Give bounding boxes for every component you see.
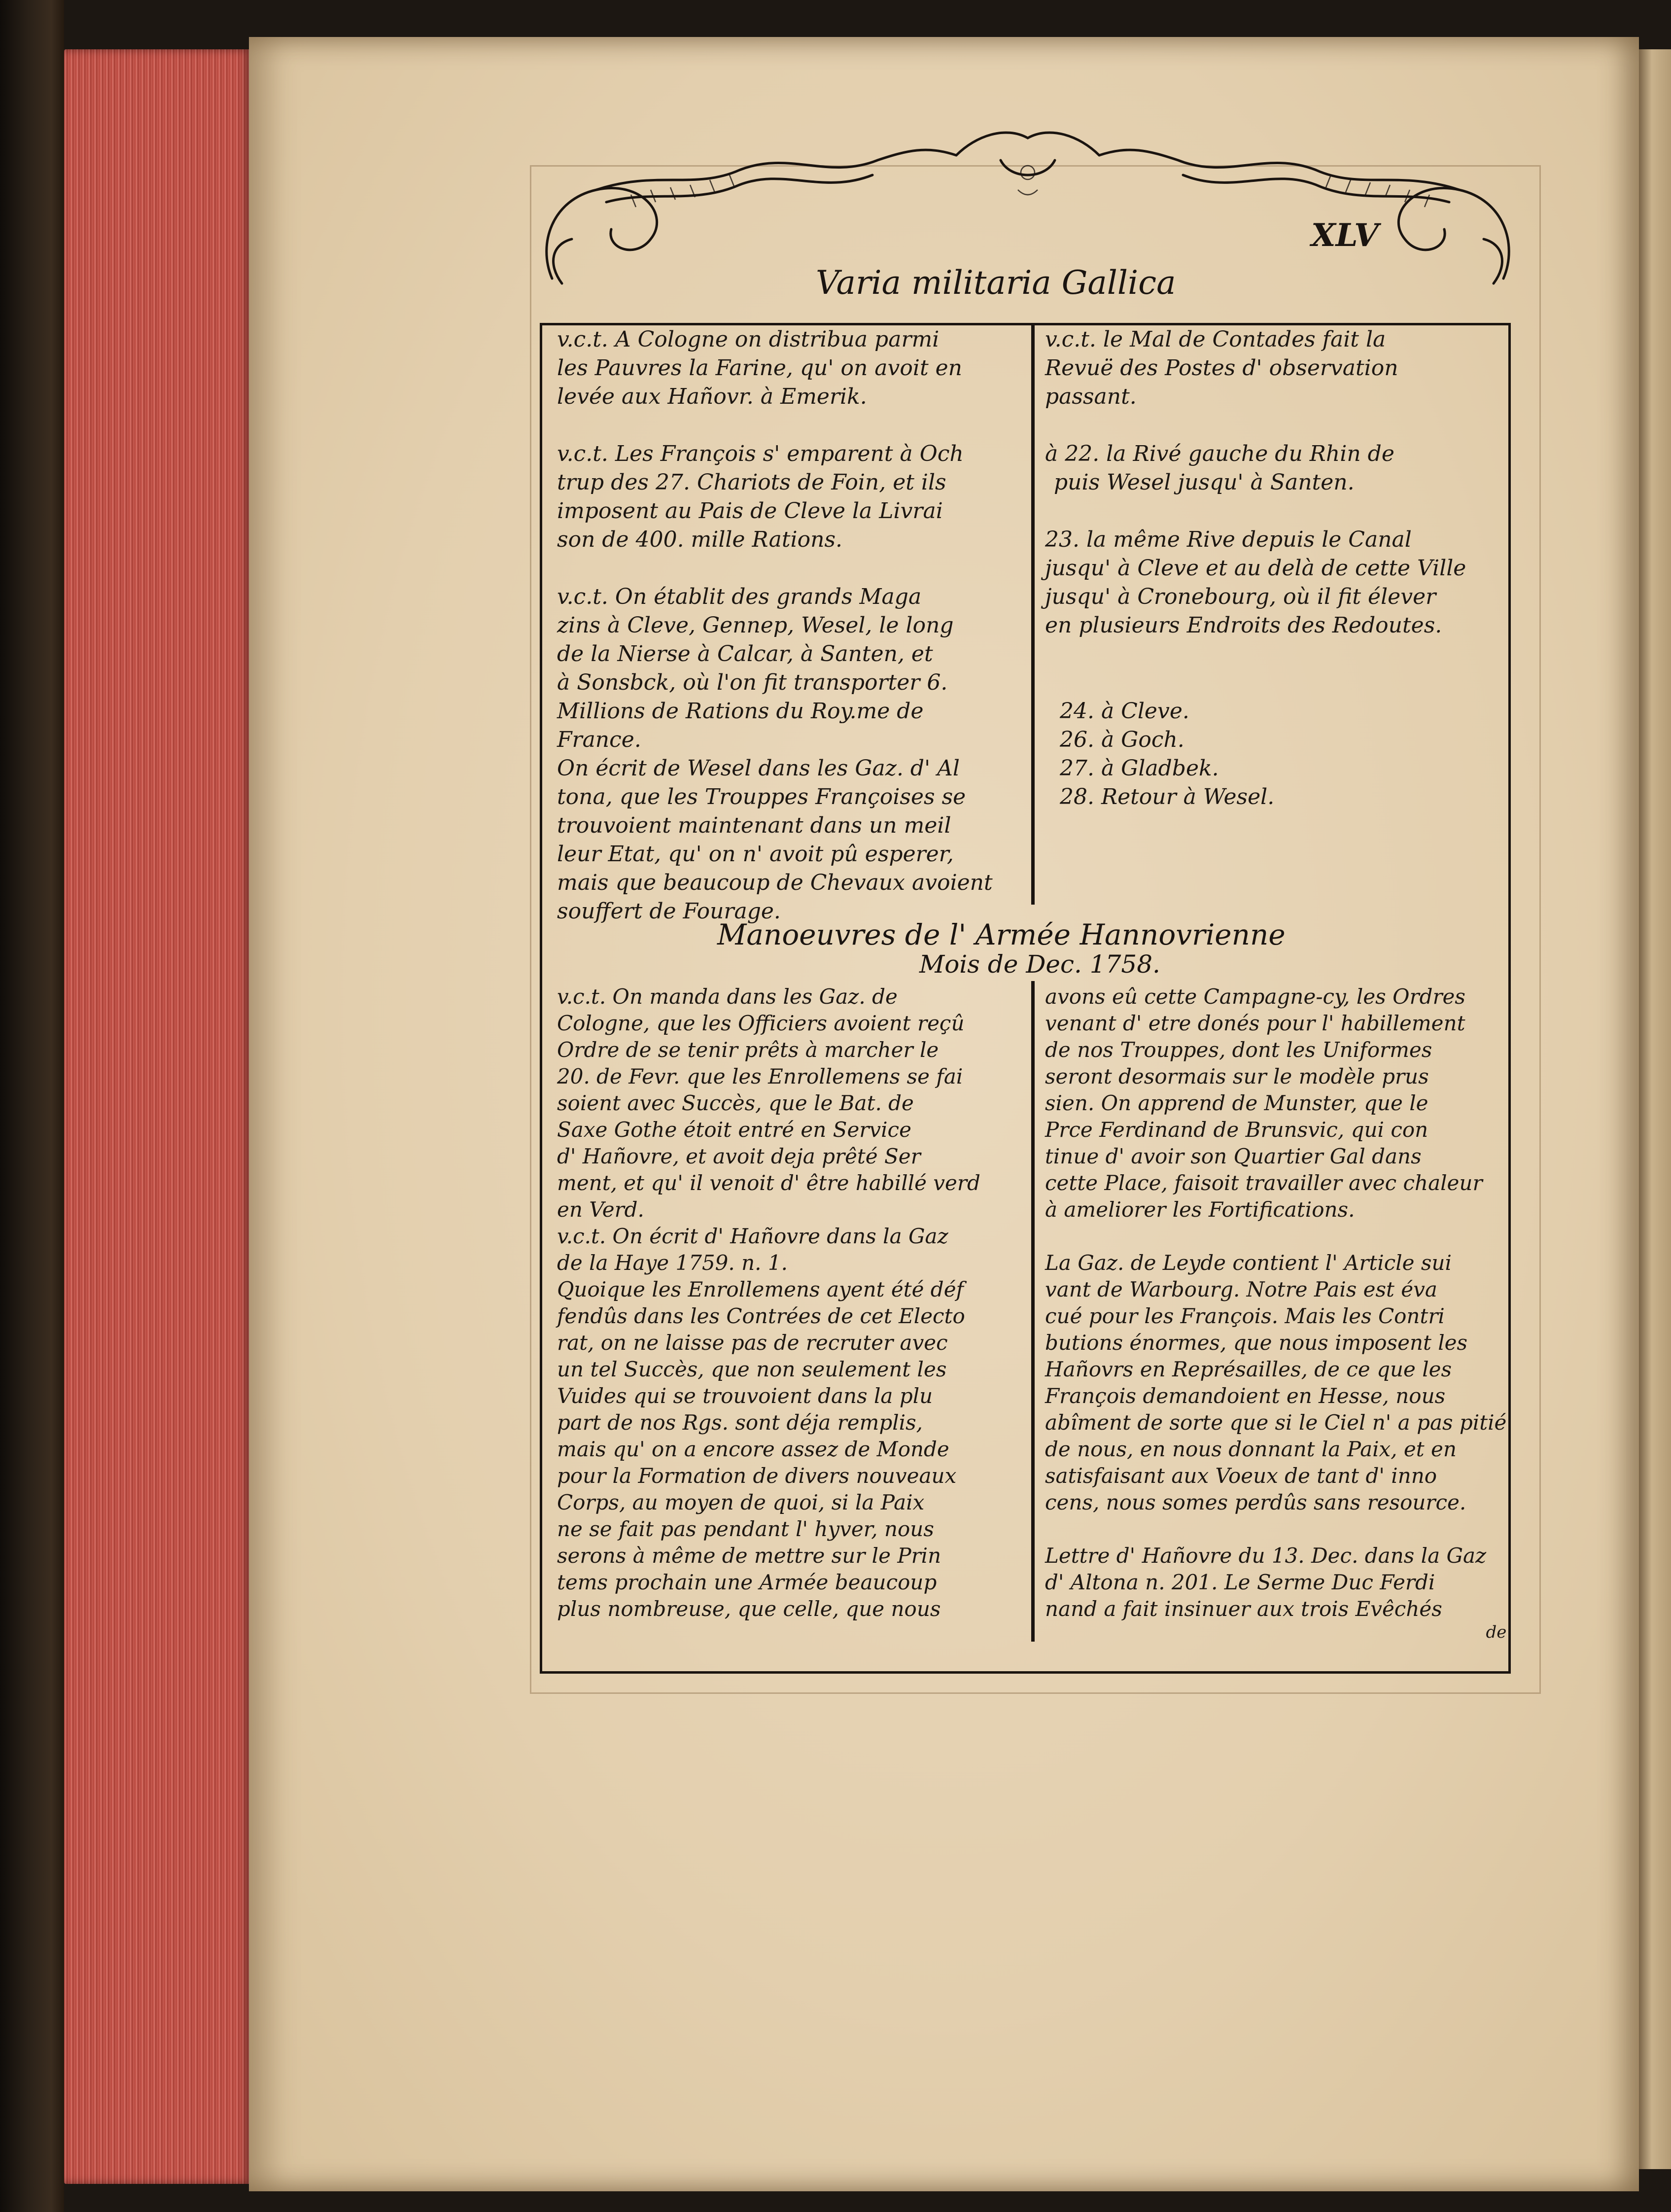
text-line: Ordre de se tenir prêts à marcher le: [557, 1038, 939, 1062]
text-line: avons eû cette Campagne-cy, les Ordres: [1045, 984, 1465, 1009]
text-line: d' Altona n. 201. Le Serme Duc Ferdi: [1045, 1570, 1435, 1594]
column-rule-top: [1031, 325, 1035, 905]
text-line: Cologne, que les Officiers avoient reçû: [557, 1011, 965, 1035]
title-middle: Manoeuvres de l' Armée Hannovrienne: [717, 918, 1286, 951]
text-line: puis Wesel jusqu' à Santen.: [1054, 470, 1355, 495]
itinerary-item: 27. à Gladbek.: [1060, 756, 1219, 781]
text-line: v.c.t. On écrit d' Hañovre dans la Gaz: [557, 1224, 948, 1248]
text-line: leur Etat, qu' on n' avoit pû esperer,: [557, 842, 954, 867]
text-line: Prce Ferdinand de Brunsvic, qui con: [1045, 1118, 1428, 1142]
text-line: Revuë des Postes d' observation: [1045, 355, 1398, 381]
bottom-right-column: [1045, 983, 1506, 1642]
text-line: fendûs dans les Contrées de cet Electo: [557, 1304, 965, 1328]
text-line: Quoique les Enrollemens ayent été déf: [557, 1277, 964, 1301]
text-line: ne se fait pas pendant l' hyver, nous: [557, 1517, 934, 1541]
text-line: plus nombreuse, que celle, que nous: [557, 1597, 941, 1621]
bottom-left-column: [557, 983, 980, 1622]
text-line: Millions de Rations du Roy.me de: [557, 699, 924, 724]
text-line: à 22. la Rivé gauche du Rhin de: [1045, 441, 1394, 466]
text-line: un tel Succès, que non seulement les: [557, 1357, 947, 1381]
column-rule-bottom: [1031, 981, 1035, 1642]
text-line: Lettre d' Hañovre du 13. Dec. dans la Gaz: [1045, 1544, 1487, 1568]
text-line: vant de Warbourg. Notre Pais est éva: [1045, 1277, 1437, 1301]
text-line: levée aux Hañovr. à Emerik.: [557, 384, 867, 409]
book-cover-edge: [0, 0, 64, 2212]
text-line: imposent au Pais de Cleve la Livrai: [557, 498, 943, 524]
text-line: Saxe Gothe étoit entré en Service: [557, 1118, 911, 1142]
text-line: venant d' etre donés pour l' habillement: [1045, 1011, 1465, 1035]
text-line: v.c.t. Les François s' emparent à Och: [557, 441, 964, 466]
text-line: ment, et qu' il venoit d' être habillé verd: [557, 1171, 980, 1195]
text-line: à Sonsbck, où l'on fit transporter 6.: [557, 670, 948, 695]
text-line: soient avec Succès, que le Bat. de: [557, 1091, 914, 1115]
title-top: Varia militaria Gallica: [816, 264, 1176, 302]
text-line: trup des 27. Chariots de Foin, et ils: [557, 470, 946, 495]
text-line: tona, que les Trouppes Françoises se: [557, 784, 966, 809]
text-line: tinue d' avoir son Quartier Gal dans: [1045, 1144, 1422, 1168]
text-line: Hañovrs en Représailles, de ce que les: [1045, 1357, 1452, 1381]
itinerary-item: 26. à Goch.: [1060, 727, 1184, 752]
text-line: souffert de Fourage.: [557, 899, 781, 924]
page-edges-red: [64, 49, 251, 2184]
text-line: mais qu' on a encore assez de Monde: [557, 1437, 949, 1461]
text-line: à ameliorer les Fortifications.: [1045, 1197, 1355, 1222]
text-line: son de 400. mille Rations.: [557, 527, 843, 552]
text-line: serons à même de mettre sur le Prin: [557, 1544, 941, 1568]
text-line: satisfaisant aux Voeux de tant d' inno: [1045, 1464, 1437, 1488]
text-line: 20. de Fevr. que les Enrollemens se fai: [557, 1064, 963, 1088]
text-line: On écrit de Wesel dans les Gaz. d' Al: [557, 756, 960, 781]
page-number: XLV: [1311, 217, 1379, 254]
text-line: d' Hañovre, et avoit deja prêté Ser: [557, 1144, 921, 1168]
text-line: v.c.t. On manda dans les Gaz. de: [557, 984, 898, 1009]
text-line: v.c.t. A Cologne on distribua parmi: [557, 327, 940, 352]
text-line: trouvoient maintenant dans un meil: [557, 813, 951, 838]
text-line: rat, on ne laisse pas de recruter avec: [557, 1331, 948, 1355]
text-line: Corps, au moyen de quoi, si la Paix: [557, 1490, 925, 1514]
text-line: mais que beaucoup de Chevaux avoient: [557, 870, 993, 895]
text-line: zins à Cleve, Gennep, Wesel, le long: [557, 613, 954, 638]
text-line: Vuides qui se trouvoient dans la plu: [557, 1384, 933, 1408]
subtitle-middle: Mois de Dec. 1758.: [919, 950, 1160, 979]
text-line: part de nos Rgs. sont déja remplis,: [557, 1410, 923, 1435]
catchword: de: [1486, 1622, 1507, 1642]
text-line: nand a fait insinuer aux trois Evêchés: [1045, 1597, 1442, 1621]
text-line: tems prochain une Armée beaucoup: [557, 1570, 937, 1594]
text-line: jusqu' à Cronebourg, où il fit élever: [1045, 584, 1436, 609]
text-line: en plusieurs Endroits des Redoutes.: [1045, 613, 1442, 638]
text-line: pour la Formation de divers nouveaux: [557, 1464, 957, 1488]
text-line: seront desormais sur le modèle prus: [1045, 1064, 1429, 1088]
text-line: de la Nierse à Calcar, à Santen, et: [557, 641, 933, 667]
text-line: cens, nous somes perdûs sans resource.: [1045, 1490, 1466, 1514]
facing-page-edge: [1639, 49, 1671, 2169]
itinerary-item: 24. à Cleve.: [1060, 699, 1189, 724]
text-line: v.c.t. On établit des grands Maga: [557, 584, 922, 609]
text-line: passant.: [1045, 384, 1137, 409]
text-line: de nous, en nous donnant la Paix, et en: [1045, 1437, 1457, 1461]
text-line: 23. la même Rive depuis le Canal: [1045, 527, 1412, 552]
text-line: sien. On apprend de Munster, que le: [1045, 1091, 1428, 1115]
text-line: cette Place, faisoit travailler avec chaleur: [1045, 1171, 1483, 1195]
text-line: v.c.t. le Mal de Contades fait la: [1045, 327, 1386, 352]
text-line: abîment de sorte que si le Ciel n' a pas pitié: [1045, 1410, 1507, 1435]
text-line: en Verd.: [557, 1197, 644, 1222]
text-line: François demandoient en Hesse, nous: [1045, 1384, 1446, 1408]
text-line: butions énormes, que nous imposent les: [1045, 1331, 1468, 1355]
text-line: de nos Trouppes, dont les Uniformes: [1045, 1038, 1432, 1062]
text-line: jusqu' à Cleve et au delà de cette Ville: [1045, 556, 1466, 581]
text-line: cué pour les François. Mais les Contri: [1045, 1304, 1445, 1328]
text-line: de la Haye 1759. n. 1.: [557, 1251, 788, 1275]
itinerary-item: 28. Retour à Wesel.: [1060, 784, 1275, 809]
text-line: France.: [557, 727, 641, 752]
top-left-column: [557, 325, 993, 926]
text-line: La Gaz. de Leyde contient l' Article sui: [1045, 1251, 1452, 1275]
text-line: les Pauvres la Farine, qu' on avoit en: [557, 355, 962, 381]
top-right-column: [1045, 325, 1466, 811]
